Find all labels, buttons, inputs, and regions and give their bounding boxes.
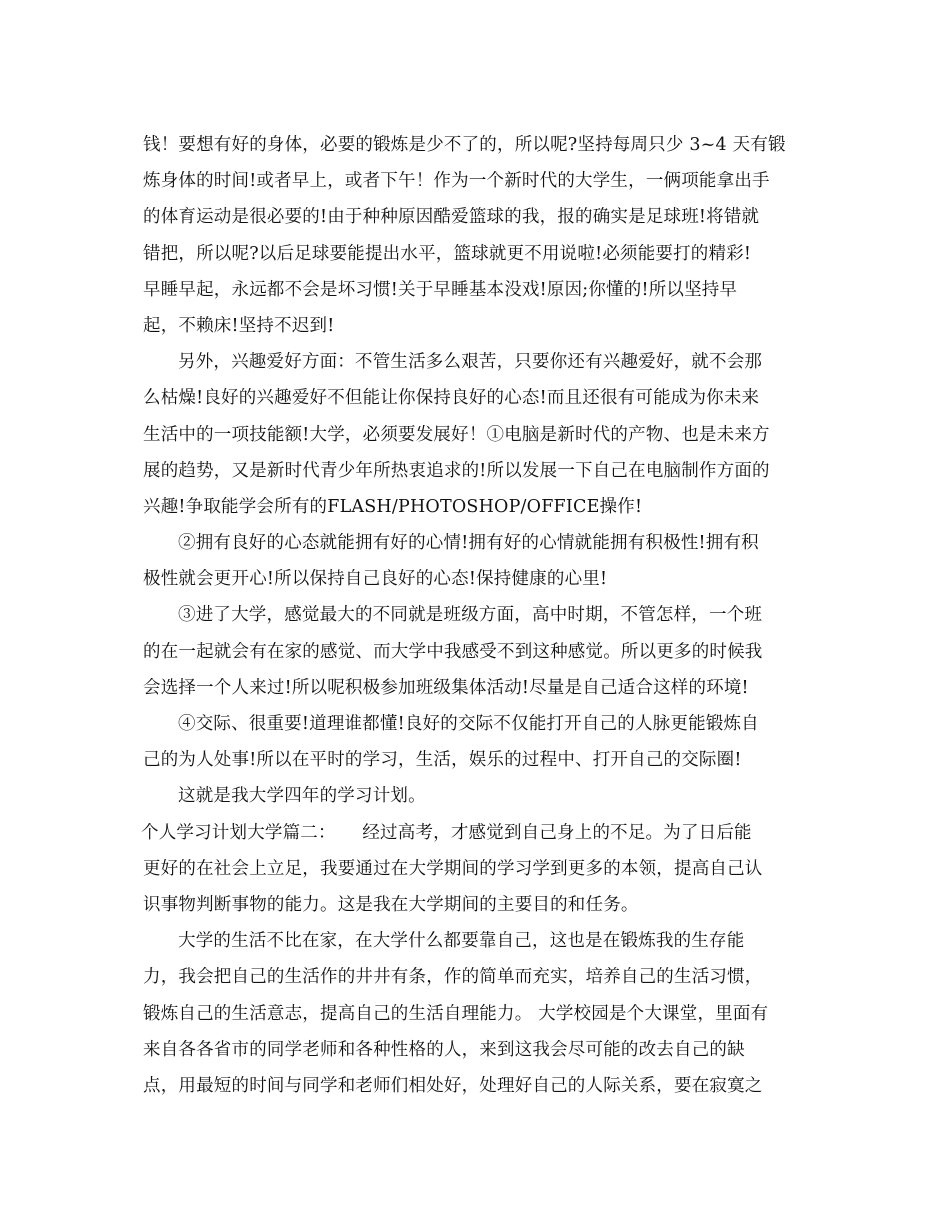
text-line: 早睡早起，永远都不会是坏习惯!关于早睡基本没戏!原因;你懂的!所以坚持早 xyxy=(143,279,738,300)
paragraph-start-line: ③进了大学，感觉最大的不同就是班级方面，高中时期，不管怎样，一个班 xyxy=(178,605,763,626)
text-line: 极性就会更开心!所以保持自己良好的心态!保持健康的心里! xyxy=(143,569,608,590)
text-line: 炼身体的时间!或者早上，或者下午！作为一个新时代的大学生，一俩项能拿出手 xyxy=(143,171,770,192)
paragraph-start-line: ④交际、很重要!道理谁都懂!良好的交际不仅能打开自己的人脉更能锻炼自 xyxy=(178,714,759,734)
document-body xyxy=(143,127,808,1104)
text-line: 生活中的一项技能额!大学，必须要发展好！①电脑是新时代的产物、也是未来方 xyxy=(143,424,770,445)
paragraph-start-line: 这就是我大学四年的学习计划。 xyxy=(178,786,426,807)
text-line: 钱！要想有好的身体，必要的锻炼是少不了的，所以呢?坚持每周只少 3~4 天有锻 xyxy=(143,135,786,155)
text-line: 会选择一个人来过!所以呢积极参加班级集体活动!尽量是自己适合这样的环境! xyxy=(143,677,749,698)
paragraph-start-line: ②拥有良好的心态就能拥有好的心情!拥有好的心情就能拥有积极性!拥有积 xyxy=(178,533,759,554)
text-line: 来自各各省市的同学老师和各种性格的人，来到这我会尽可能的改去自己的缺 xyxy=(143,1039,745,1060)
text-line: 展的趋势，又是新时代青少年所热衷追求的!所以发展一下自己在电脑制作方面的 xyxy=(143,460,770,481)
section-heading-line: 个人学习计划大学篇二： 经过高考，才感觉到自己身上的不足。为了日后能 xyxy=(141,822,752,843)
text-line: 么枯燥!良好的兴趣爱好不但能让你保持良好的心态!而且还很有可能成为你未来 xyxy=(143,388,760,409)
text-line: 错把，所以呢?以后足球要能提出水平，篮球就更不用说啦!必须能要打的精彩! xyxy=(143,243,752,264)
text-line: 己的为人处事!所以在平时的学习，生活，娱乐的过程中、打开自己的交际圈! xyxy=(143,750,742,771)
text-line: 点，用最短的时间与同学和老师们相处好，处理好自己的人际关系，要在寂寞之 xyxy=(143,1075,763,1096)
paragraph-start-line: 另外，兴趣爱好方面：不管生活多么艰苦，只要你还有兴趣爱好，就不会那 xyxy=(178,352,763,373)
text-line: 兴趣!争取能学会所有的FLASH/PHOTOSHOP/OFFICE操作! xyxy=(143,496,643,517)
paragraph-start-line: 大学的生活不比在家，在大学什么都要靠自己，这也是在锻炼我的生存能 xyxy=(178,931,745,952)
text-line: 的体育运动是很必要的!由于种种原因酷爱篮球的我，报的确实是足球班!将错就 xyxy=(143,207,760,228)
text-line: 的在一起就会有在家的感觉、而大学中我感受不到这种感觉。所以更多的时候我 xyxy=(143,641,763,662)
text-line: 力，我会把自己的生活作的井井有条，作的简单而充实，培养自己的生活习惯， xyxy=(143,967,763,988)
text-line: 起，不赖床!坚持不迟到! xyxy=(143,315,335,336)
text-line: 识事物判断事物的能力。这是我在大学期间的主要目的和任务。 xyxy=(143,894,639,915)
text-line: 更好的在社会上立足，我要通过在大学期间的学习学到更多的本领，提高自己认 xyxy=(143,858,763,879)
text-line: 锻炼自己的生活意志，提高自己的生活自理能力。 大学校园是个大课堂，里面有 xyxy=(143,1003,769,1024)
